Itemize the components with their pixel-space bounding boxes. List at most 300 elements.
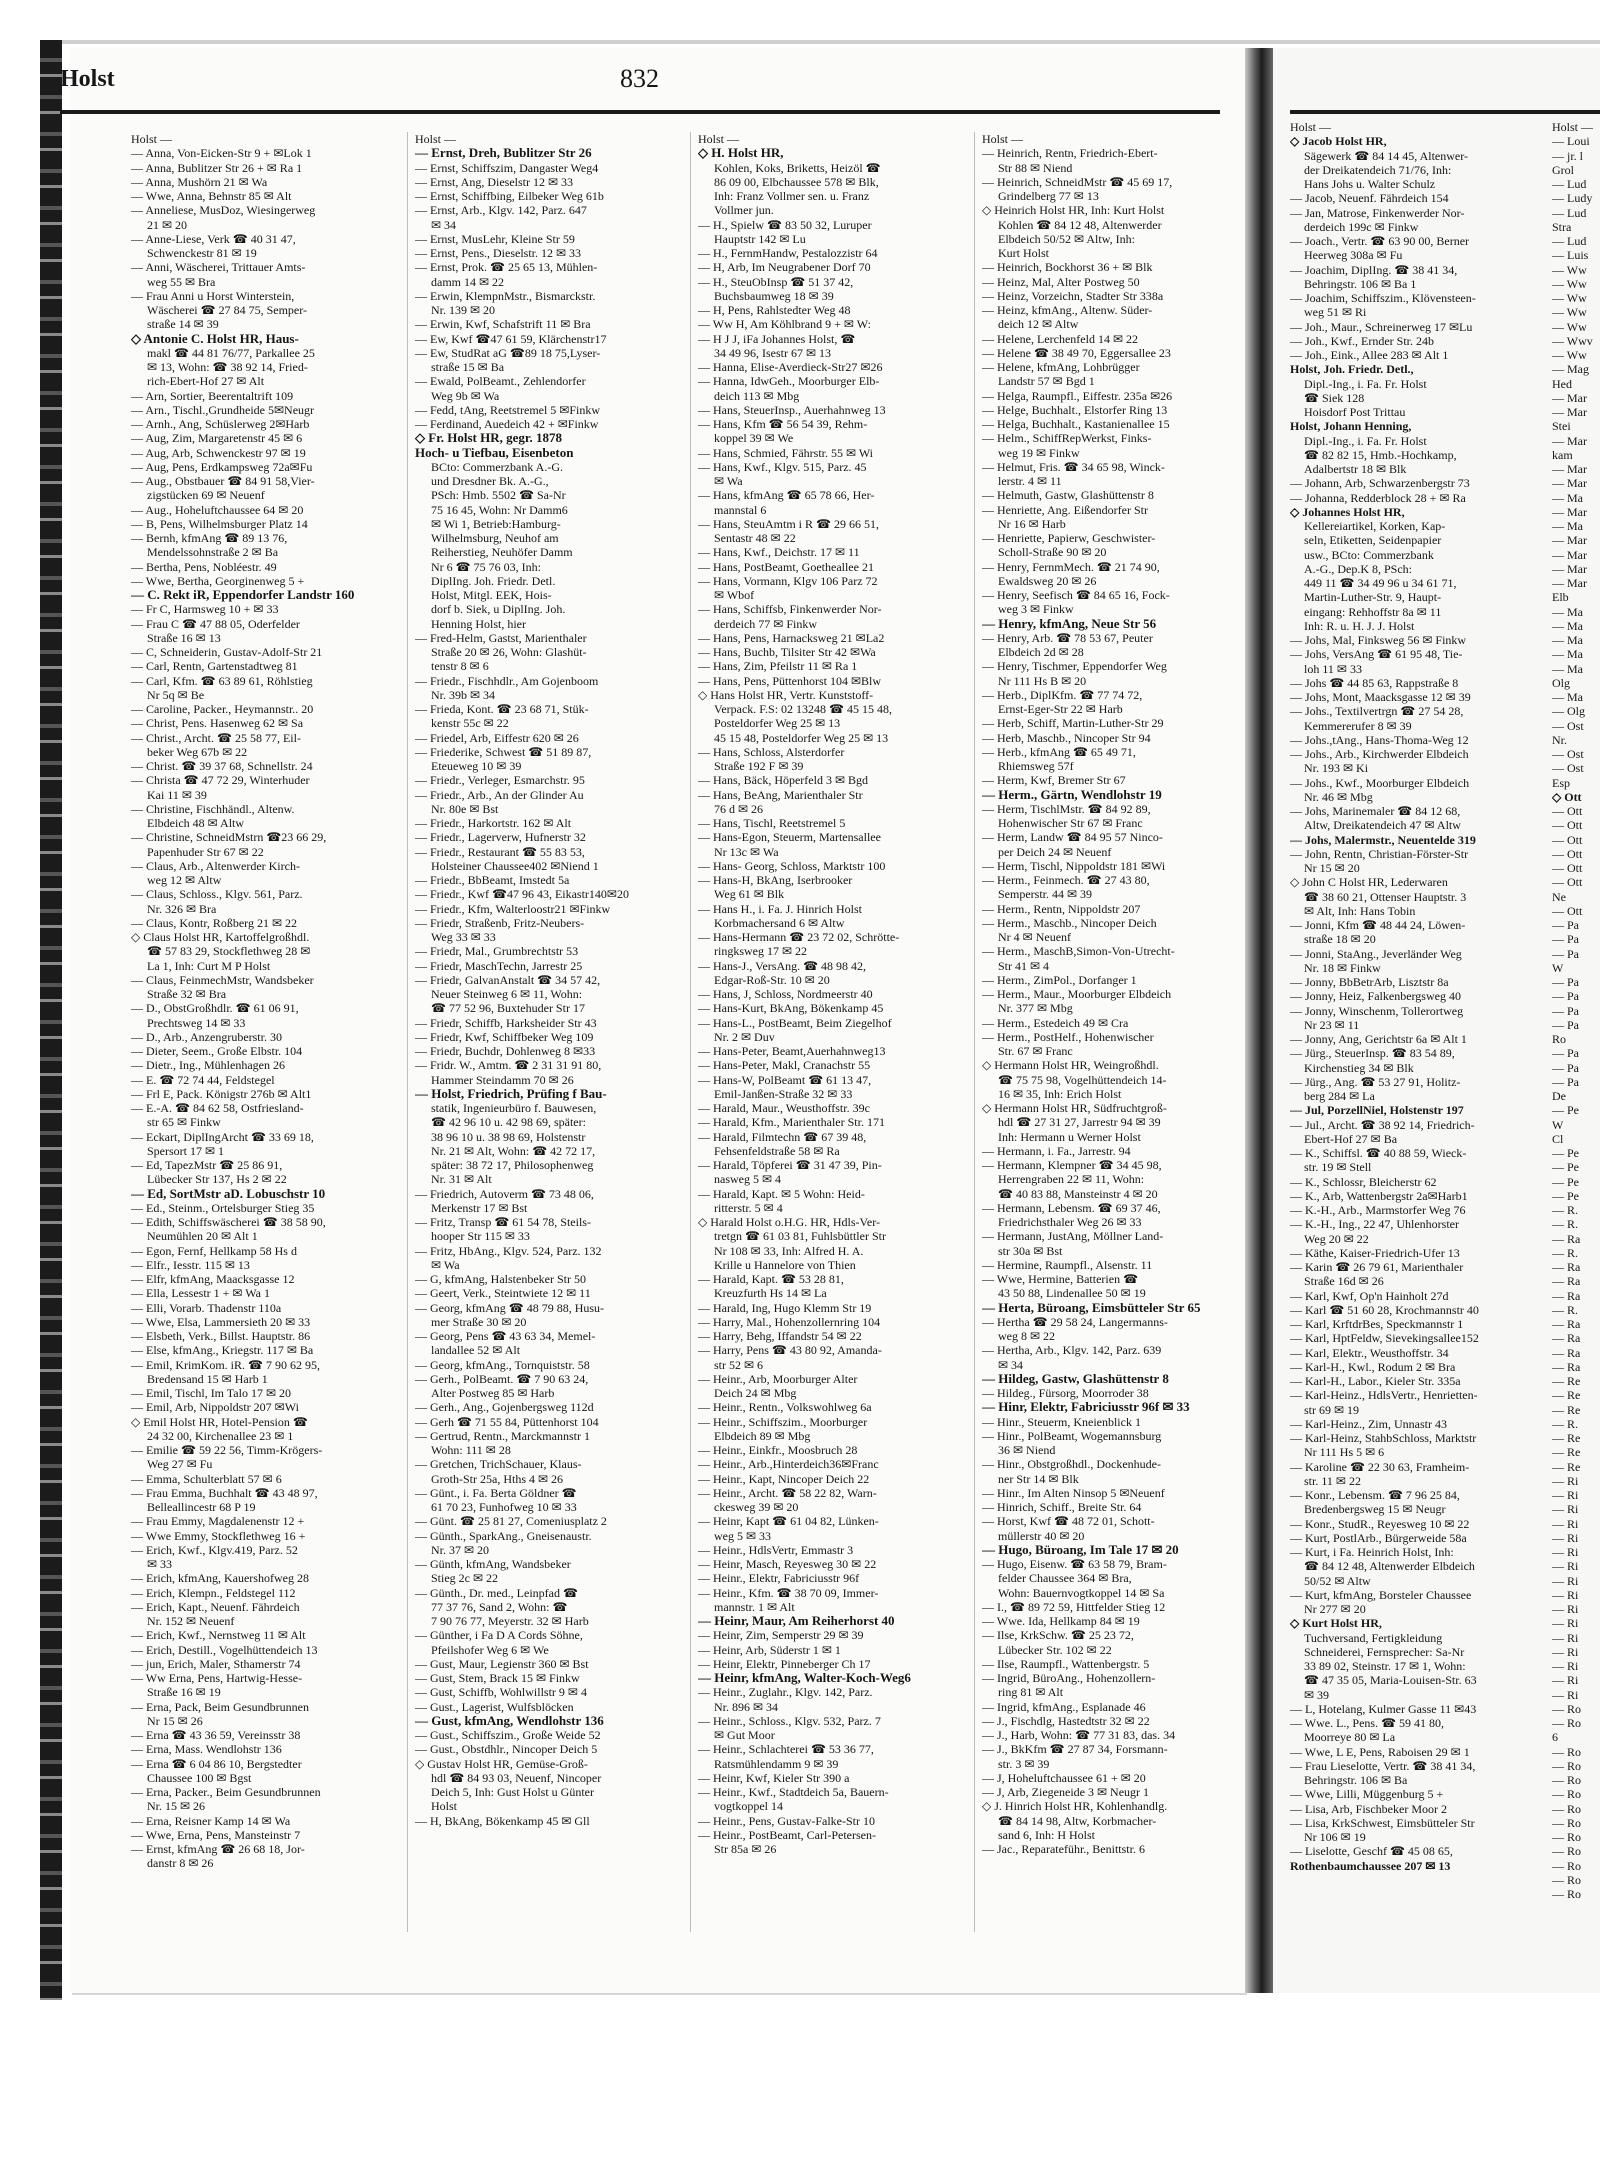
directory-entry-line: — Johs., Textilvertrgn ☎ 27 54 28,: [1290, 704, 1464, 719]
directory-entry-line: Elbdeich 2d ✉ 28: [998, 645, 1084, 659]
directory-entry-line: — Ra: [1552, 1274, 1581, 1289]
directory-entry-line: — Geert, Verk., Steintwiete 12 ✉ 11: [415, 1286, 591, 1301]
directory-entry-line: — Ri: [1552, 1502, 1579, 1517]
directory-entry-line: — Günth., Dr. med., Leinpfad ☎: [415, 1585, 578, 1600]
directory-entry-line: ☎ 40 83 88, Mansteinstr 4 ✉ 20: [998, 1186, 1158, 1201]
directory-entry-line: ✉ 13, Wohn: ☎ 38 92 14, Fried-: [147, 360, 308, 374]
directory-entry-line: — J., Harb, Wohn: ☎ 77 31 83, das. 34: [982, 1728, 1176, 1742]
directory-entry-line: — Pa: [1552, 932, 1579, 947]
directory-entry-line: — Carl, Rentn, Gartenstadtweg 81: [131, 659, 298, 674]
directory-entry-line: — Mar: [1552, 462, 1587, 476]
directory-entry-line: — Hans, Bäck, Höperfeld 3 ✉ Bgd: [698, 773, 869, 788]
directory-entry-line: — Frau Emma, Buchhalt ☎ 43 48 97,: [131, 1485, 318, 1500]
directory-entry-line: — Hinr., Obstgroßhdl., Dockenhude-: [982, 1457, 1161, 1472]
directory-entry-line: ◇ Hermann Holst HR, Weingroßhdl.: [982, 1058, 1159, 1073]
directory-entry-line: — Hermann, JustAng, Möllner Land-: [982, 1229, 1164, 1244]
directory-entry-line: ◇ Emil Holst HR, Hotel-Pension ☎: [131, 1414, 308, 1429]
directory-entry-line: — Pe: [1552, 1188, 1579, 1203]
directory-entry-line: ◇ Antonie C. Holst HR, Haus-: [131, 331, 299, 346]
directory-entry-line: — Karl, Kwf, Op'n Hainholt 27d: [1290, 1288, 1449, 1303]
directory-entry-line: — Frau Anni u Horst Winterstein,: [131, 288, 295, 303]
directory-entry-line: — Ww: [1552, 291, 1587, 305]
directory-entry-line: derdeich 199c ✉ Finkw: [1304, 219, 1419, 234]
directory-entry-line: — J., Fischdlg, Hastedtstr 32 ✉ 22: [982, 1713, 1150, 1728]
directory-entry-line: — Dietr., Ing., Mühlenhagen 26: [131, 1058, 285, 1073]
directory-entry-line: deich 113 ✉ Mbg: [714, 388, 800, 403]
directory-entry-line: — H., Spielw ☎ 83 50 32, Luruper: [698, 217, 872, 232]
directory-entry-line: Kai 11 ✉ 39: [147, 787, 207, 802]
directory-entry-line: Nr. 46 ✉ Mbg: [1304, 789, 1373, 804]
directory-entry-line: Hauptstr 142 ✉ Lu: [714, 231, 806, 246]
directory-entry-line: ✉ 34: [998, 1357, 1024, 1372]
directory-entry-line: — Claus, FeinmechMstr, Wandsbeker: [131, 972, 314, 987]
directory-entry-line: — Ed, TapezMstr ☎ 25 86 91,: [131, 1158, 283, 1172]
directory-entry-line: Str 41 ✉ 4: [998, 958, 1050, 973]
directory-entry-line: — Pe: [1552, 1174, 1579, 1189]
directory-entry-line: — Günth., SparkAng., Gneisenaustr.: [415, 1528, 592, 1543]
directory-entry-line: 16 ✉ 35, Inh: Erich Holst: [998, 1086, 1122, 1101]
directory-entry-line: — Hans, Tischl, Reetstremel 5: [698, 816, 846, 830]
directory-entry-line: — Erwin, Kwf, Schafstrift 11 ✉ Bra: [415, 317, 591, 332]
column-continuation-head: Holst —: [131, 132, 173, 146]
directory-entry-line: Bredenbergsweg 15 ✉ Neugr: [1304, 1502, 1446, 1517]
directory-entry-line: — Herm, Tischl, Nippoldstr 181 ✉Wi: [982, 858, 1166, 873]
directory-entry-line: Weg 61 ✉ Blk: [714, 887, 785, 902]
directory-entry-line: — Ri: [1552, 1545, 1579, 1559]
directory-entry-line: seln, Etiketten, Seidenpapier: [1304, 533, 1442, 548]
directory-entry-line: — Aug, Pens, Erdkampsweg 72a✉Fu: [131, 459, 313, 474]
directory-entry-line: — Heinr., Kapt, Nincoper Deich 22: [698, 1471, 870, 1486]
directory-entry-line: — Fritz, HbAng., Klgv. 524, Parz. 132: [415, 1243, 602, 1258]
directory-entry-line: Sägewerk ☎ 84 14 45, Altenwer-: [1304, 148, 1469, 163]
directory-entry-line: — Wwe, Bertha, Georginenweg 5 +: [131, 573, 305, 588]
directory-entry-line: — Anni, Wäscherei, Trittauer Amts-: [131, 260, 306, 275]
directory-entry-line: Nr 23 ✉ 11: [1304, 1017, 1360, 1032]
directory-entry-line: Spersort 17 ✉ 1: [147, 1143, 225, 1158]
directory-entry-line: — Harald, Kapt. ☎ 53 28 81,: [698, 1272, 844, 1286]
directory-entry-line: — J, Arb, Ziegeneide 3 ✉ Neugr 1: [982, 1785, 1150, 1799]
directory-entry-line: Elbdeich 50/52 ✉ Altw, Inh:: [998, 231, 1135, 246]
directory-entry-line: Nr. 152 ✉ Neuenf: [147, 1614, 235, 1628]
directory-entry-line: — Hans, Pens, Harnacksweg 21 ✉La2: [698, 630, 885, 645]
directory-entry-line: — Lud: [1552, 205, 1587, 220]
directory-entry-line: Mendelssohnstraße 2 ✉ Ba: [147, 545, 279, 560]
directory-entry-line: — Hans, Schiffsb, Finkenwerder Nor-: [698, 602, 882, 617]
directory-entry-line: — Ww H, Am Köhlbrand 9 + ✉ W:: [698, 317, 871, 332]
directory-entry-line: ☎ 84 14 98, Altw, Korbmacher-: [998, 1813, 1157, 1828]
directory-entry-line: ◇ Hans Holst HR, Vertr. Kunststoff-: [698, 687, 874, 702]
directory-entry-line: — Christine, SchneidMstrn ☎23 66 29,: [131, 830, 327, 845]
directory-entry-line: — Jonny, Heiz, Falkenbergsweg 40: [1290, 989, 1461, 1004]
directory-entry-line: — Harry, Pens ☎ 43 80 92, Amanda-: [698, 1343, 882, 1358]
directory-entry-line: — Ott: [1552, 903, 1583, 918]
directory-entry-line: — Erwin, KlempnMstr., Bismarckstr.: [415, 288, 596, 303]
directory-entry-line: — Kurt, i Fa. Heinrich Holst, Inh:: [1290, 1545, 1454, 1559]
directory-entry-line: — Erich, Destill., Vogelhüttendeich 13: [131, 1642, 318, 1657]
directory-entry-line: — Erich, Klempn., Feldstegel 112: [131, 1585, 296, 1600]
directory-entry-line: — Fridr. W., Amtm. ☎ 2 31 31 91 80,: [415, 1058, 602, 1073]
directory-entry-line: — Helmuth, Gastw, Glashüttenstr 8: [982, 488, 1154, 503]
directory-entry-line: 449 11 ☎ 34 49 96 u 34 61 71,: [1304, 576, 1457, 590]
directory-entry-line: — Hans, kfmAng ☎ 65 78 66, Her-: [698, 488, 875, 503]
directory-entry-line: — Hans, Kfm ☎ 56 54 39, Rehm-: [698, 417, 868, 431]
directory-entry-line: — Ro: [1552, 1844, 1582, 1859]
directory-entry-line: — Heinr., Elektr, Fabriciusstr 96f: [698, 1571, 860, 1586]
directory-entry-line: — Ro: [1552, 1815, 1582, 1830]
page-number: 832: [620, 64, 659, 93]
directory-entry-line: — Herb, Schiff, Martin-Luther-Str 29: [982, 716, 1164, 731]
directory-entry-line: 7 90 76 77, Meyerstr. 32 ✉ Harb: [431, 1614, 589, 1628]
directory-entry-line: damm 14 ✉ 22: [431, 274, 505, 289]
directory-entry-line: — Johs, Mont, Maacksgasse 12 ✉ 39: [1290, 690, 1471, 704]
directory-entry-line: — Heinr., Pens, Gustav-Falke-Str 10: [698, 1813, 875, 1828]
directory-entry-line: — Ott: [1552, 875, 1583, 890]
directory-entry-line: Landstr 57 ✉ Bgd 1: [998, 374, 1095, 389]
directory-entry-line: Nr 106 ✉ 19: [1304, 1830, 1366, 1844]
directory-entry-line: Nr 111 Hs 5 ✉ 6: [1304, 1445, 1385, 1460]
directory-entry-line: — Ilse, Raumpfl., Wattenbergstr. 5: [982, 1656, 1150, 1671]
directory-entry-line: — Emil, KrimKom. iR. ☎ 7 90 62 95,: [131, 1357, 320, 1372]
directory-entry-line: — Ost: [1552, 761, 1584, 776]
directory-entry-line: Nr. 31 ✉ Alt: [431, 1172, 492, 1187]
directory-entry-line: — Hans- Georg, Schloss, Marktstr 100: [698, 858, 886, 873]
directory-entry-line: — K., Schlossr, Bleicherstr 62: [1290, 1174, 1437, 1189]
directory-entry-line: — Ri: [1552, 1687, 1579, 1702]
directory-entry-line: — Ott: [1552, 804, 1583, 818]
directory-entry-line: ◇ H. Holst HR,: [698, 146, 784, 161]
directory-entry-line: — E.-A. ☎ 84 62 58, Ostfriesland-: [131, 1101, 304, 1115]
directory-entry-line: — Wwe, Erna, Pens, Mansteinstr 7: [131, 1827, 301, 1842]
directory-entry-line: — Fedd, tAng, Reetstremel 5 ✉Finkw: [415, 402, 601, 417]
directory-entry-line: Straße 32 ✉ Bra: [147, 987, 227, 1001]
directory-entry-line: Nr 111 Hs B ✉ 20: [998, 673, 1087, 688]
directory-entry-line: — Ott: [1552, 818, 1583, 833]
directory-entry-line: 50/52 ✉ Altw: [1304, 1573, 1371, 1588]
directory-entry-line: dorf b. Siek, u DiplIng. Joh.: [431, 602, 566, 617]
directory-entry-line: landallee 52 ✉ Alt: [431, 1343, 521, 1358]
directory-entry-line: — Friedr, Mal., Grumbrechtstr 53: [415, 944, 579, 959]
directory-entry-line: — Ingrid, BüroAng., Hohenzollern-: [982, 1671, 1156, 1685]
directory-entry-line: — Carl, Kfm. ☎ 63 89 61, Röhlstieg: [131, 673, 313, 688]
directory-entry-line: Deich 24 ✉ Mbg: [714, 1386, 797, 1400]
column-divider: [407, 132, 408, 1932]
column-continuation-head: Holst —: [415, 132, 457, 146]
directory-entry-line: — Ro: [1552, 1773, 1582, 1787]
directory-entry-line: — Anna, Bublitzer Str 26 + ✉ Ra 1: [131, 160, 303, 175]
directory-entry-line: 86 09 00, Elbchaussee 578 ✉ Blk,: [714, 174, 879, 189]
directory-entry-line: Str 88 ✉ Niend: [998, 160, 1073, 175]
directory-entry-line: und Dresdner Bk. A.-G.,: [431, 474, 549, 488]
directory-entry-line: — Arn, Sortier, Beerentaltrift 109: [131, 388, 294, 403]
column-continuation-head: Holst —: [1290, 120, 1332, 134]
directory-entry-line: — Friedr., Harkortstr. 162 ✉ Alt: [415, 816, 572, 830]
directory-entry-line: mannstal 6: [714, 502, 767, 517]
directory-entry-line: Olg: [1552, 675, 1570, 690]
column-divider: [974, 132, 975, 1932]
book-spine-edge: [40, 40, 62, 2000]
directory-entry-line: — Johanna, Redderblock 28 + ✉ Ra: [1290, 490, 1466, 505]
directory-entry-line: — Emil, Arb, Nippoldstr 207 ✉Wi: [131, 1400, 299, 1415]
directory-entry-line: Nr 277 ✉ 20: [1304, 1602, 1366, 1616]
directory-entry-line: — Ella, Lessestr 1 + ✉ Wa 1: [131, 1286, 270, 1301]
directory-entry-line: — Heinr., Rentn., Volkswohlweg 6a: [698, 1400, 872, 1415]
directory-entry-line: — Harald, Töpferei ☎ 31 47 39, Pin-: [698, 1158, 882, 1172]
directory-entry-line: Krille u Hannelore von Thien: [714, 1257, 856, 1272]
directory-entry-line: — C, Schneiderin, Gustav-Adolf-Str 21: [131, 645, 323, 659]
directory-entry-line: — Anne-Liese, Verk ☎ 40 31 47,: [131, 231, 296, 246]
directory-entry-line: ner Str 14 ✉ Blk: [998, 1471, 1079, 1486]
directory-entry-line: — Heinr, Kapt ☎ 61 04 82, Lünken-: [698, 1514, 879, 1529]
directory-entry-line: ✉ Wi 1, Betrieb:Hamburg-: [431, 516, 561, 531]
directory-entry-line: — Hermine, Raumpfl., Alsenstr. 11: [982, 1257, 1153, 1272]
directory-entry-line: ✉ Wa: [431, 1257, 460, 1272]
directory-entry-line: Nr. 80e ✉ Bst: [431, 801, 499, 816]
directory-entry-line: lerstr. 4 ✉ 11: [998, 474, 1062, 488]
directory-entry-line: — Hans, PostBeamt, Goetheallee 21: [698, 559, 874, 574]
directory-entry-line: W: [1552, 1117, 1564, 1132]
directory-entry-line: — jr. l: [1552, 148, 1584, 163]
directory-entry-line: Str 85a ✉ 26: [714, 1842, 777, 1856]
directory-entry-line: — L, Hotelang, Kulmer Gasse 11 ✉43: [1290, 1701, 1477, 1716]
directory-entry-line: — Friedr, GalvanAnstalt ☎ 34 57 42,: [415, 972, 601, 987]
directory-entry-line: — Hans, Schmied, Fährstr. 55 ✉ Wi: [698, 445, 874, 460]
directory-entry-line: — Ernst, Arb., Klgv. 142, Parz. 647: [415, 203, 587, 218]
directory-entry-line: — Helm., SchiffRepWerkst, Finks-: [982, 431, 1152, 446]
directory-entry-line: — Anna, Von-Eicken-Str 9 + ✉Lok 1: [131, 146, 312, 161]
directory-entry-line: Straße 16 ✉ 13: [147, 630, 221, 645]
directory-entry-line: — Heinr., Zuglahr., Klgv. 142, Parz.: [698, 1685, 873, 1700]
directory-entry-line: Behringstr. 106 ✉ Ba: [1304, 1773, 1408, 1787]
directory-entry-line: — Ma: [1552, 490, 1583, 505]
directory-entry-line: ◇ Gustav Holst HR, Gemüse-Groß-: [415, 1756, 588, 1771]
directory-entry-line: müllerstr 40 ✉ 20: [998, 1528, 1085, 1543]
directory-entry-line: — Friedr, Buchdr, Dohlenweg 8 ✉33: [415, 1044, 596, 1058]
directory-entry-line: — Mar: [1552, 547, 1587, 562]
directory-entry-line: Edgar-Roß-Str. 10 ✉ 20: [714, 972, 830, 987]
directory-entry-line: — Ra: [1552, 1260, 1581, 1274]
directory-entry-line: — Hugo, Büroang, Im Tale 17 ✉ 20: [982, 1542, 1179, 1557]
directory-entry-line: — Henry, Seefisch ☎ 84 65 16, Fock-: [982, 588, 1170, 602]
directory-entry-line: usw., BCto: Commerzbank: [1304, 547, 1434, 562]
directory-entry-line: — Johs, Marinemaler ☎ 84 12 68,: [1290, 804, 1461, 818]
directory-entry-line: — I., ☎ 89 72 59, Hittfelder Stieg 12: [982, 1599, 1166, 1614]
directory-entry-line: — Karoline ☎ 22 30 63, Framheim-: [1290, 1459, 1470, 1474]
directory-entry-line: deich 12 ✉ Altw: [998, 317, 1079, 332]
directory-entry-line: — Herm., Rentn, Nippoldstr 207: [982, 901, 1141, 916]
directory-entry-line: — Claus, Schloss., Klgv. 561, Parz.: [131, 887, 303, 902]
directory-entry-line: ✉ Wa: [714, 474, 743, 488]
directory-entry-line: — Ro: [1552, 1744, 1582, 1759]
directory-entry-line: Nr 6 ☎ 75 76 03, Inh:: [431, 559, 541, 574]
directory-entry-line: Grindelberg 77 ✉ 13: [998, 189, 1099, 203]
directory-entry-line: — B, Pens, Wilhelmsburger Platz 14: [131, 516, 308, 531]
directory-entry-line: — Gust., Lagerist, Wulfsblöcken: [415, 1699, 574, 1714]
directory-entry-line: — Hinr., Im Alten Ninsop 5 ✉Neuenf: [982, 1485, 1165, 1500]
directory-entry-line: — R.: [1552, 1203, 1579, 1217]
directory-entry-line: — Hans, Pens, Püttenhorst 104 ✉Blw: [698, 673, 882, 688]
directory-entry-line: Nr 5q ✉ Be: [147, 687, 205, 702]
directory-entry-line: Verpack. F.S: 02 13248 ☎ 45 15 48,: [714, 702, 892, 716]
directory-entry-line: mer Straße 30 ✉ 20: [431, 1314, 527, 1329]
directory-entry-line: — Joach., Vertr. ☎ 63 90 00, Berner: [1290, 234, 1470, 248]
directory-entry-line: ☎ 57 83 29, Stockflethweg 28 ✉: [147, 944, 311, 959]
directory-entry-line: — Caroline, Packer., Heymannstr.. 20: [131, 702, 314, 716]
directory-entry-line: — G, kfmAng, Halstenbeker Str 50: [415, 1272, 586, 1286]
directory-entry-line: — K., Schiffsl. ☎ 40 88 59, Wieck-: [1290, 1146, 1467, 1160]
directory-entry-line: — John, Rentn, Christian-Förster-Str: [1290, 846, 1469, 861]
directory-entry-line: Deich 5, Inh: Gust Holst u Günter: [431, 1785, 594, 1799]
directory-entry-line: — Re: [1552, 1459, 1581, 1474]
directory-entry-line: Grol: [1552, 162, 1574, 177]
directory-entry-line: BCto: Commerzbank A.-G.: [431, 459, 563, 474]
directory-entry-line: — Günt., i. Fa. Berta Göldner ☎: [415, 1485, 577, 1500]
directory-entry-line: — Joh., Kwf., Ernder Str. 24b: [1290, 333, 1434, 348]
directory-entry-line: — Egon, Fernf, Hellkamp 58 Hs d: [131, 1243, 297, 1258]
directory-entry-line: 43 50 88, Lindenallee 50 ✉ 19: [998, 1286, 1146, 1301]
directory-entry-line: — Friedr., Lagerverw, Hufnerstr 32: [415, 830, 586, 845]
directory-entry-line: ☎ 77 52 96, Buxtehuder Str 17: [431, 1001, 585, 1016]
directory-entry-line: — Pa: [1552, 975, 1579, 989]
directory-entry-line: ◇ Heinrich Holst HR, Inh: Kurt Holst: [982, 203, 1165, 218]
directory-entry-line: — Hans-L., PostBeamt, Beim Ziegelhof: [698, 1015, 892, 1030]
directory-entry-line: — Ri: [1552, 1616, 1579, 1631]
directory-entry-line: — Heinr, Maur, Am Reiherhorst 40: [698, 1614, 895, 1628]
directory-entry-line: — H., SteuObInsp ☎ 51 37 42,: [698, 274, 854, 289]
directory-entry-line: — Holst, Friedrich, Prüfing f Bau-: [415, 1086, 607, 1101]
directory-entry-line: — Karin ☎ 26 79 61, Marienthaler: [1290, 1260, 1464, 1274]
directory-entry-line: — Günther, i Fa D A Cords Söhne,: [415, 1628, 583, 1643]
directory-entry-line: — Heinr., Arb.,Hinterdeich36✉Franc: [698, 1457, 879, 1472]
directory-entry-line: — J., BkKfm ☎ 27 87 34, Forsmann-: [982, 1742, 1168, 1757]
directory-entry-line: — Helmut, Fris. ☎ 34 65 98, Winck-: [982, 459, 1165, 474]
directory-entry-line: Merkenstr 17 ✉ Bst: [431, 1200, 528, 1215]
directory-entry-line: — Friedr, Kwf, Schiffbeker Weg 109: [415, 1029, 594, 1044]
directory-entry-line: Holsteiner Chaussee402 ✉Niend 1: [431, 858, 599, 873]
directory-entry-line: — Heinr, Kwf, Kieler Str 390 a: [698, 1770, 850, 1785]
directory-entry-line: — Henriette, Papierw, Geschwister-: [982, 531, 1156, 545]
column-continuation-head: Holst —: [1552, 120, 1594, 134]
directory-entry-line: — Wwe, Hermine, Batterien ☎: [982, 1272, 1139, 1286]
directory-entry-line: ◇ Jacob Holst HR,: [1290, 134, 1387, 149]
directory-entry-line: — Johs ☎ 44 85 63, Rappstraße 8: [1290, 675, 1459, 690]
directory-entry-line: 38 96 10 u. 38 98 69, Holstenstr: [431, 1129, 586, 1144]
directory-entry-line: Kohlen, Koks, Briketts, Heizöl ☎: [714, 160, 881, 175]
directory-entry-line: Nr. 21 ✉ Alt, Wohn: ☎ 42 72 17,: [431, 1143, 596, 1158]
directory-entry-line: — Friedr, Schiffb, Harksheider Str 43: [415, 1015, 597, 1030]
directory-entry-line: str. 19 ✉ Stell: [1304, 1160, 1372, 1175]
directory-entry-line: — Friedr., Fischhdlr., Am Gojenboom: [415, 673, 599, 688]
directory-entry-line: statik, Ingenieurbüro f. Bauwesen,: [431, 1101, 597, 1115]
directory-entry-line: hooper Str 115 ✉ 33: [431, 1229, 530, 1244]
directory-entry-line: — Ww: [1552, 319, 1587, 334]
directory-entry-line: — Erich, kfmAng, Kauershofweg 28: [131, 1571, 309, 1586]
directory-entry-line: str. 3 ✉ 39: [998, 1756, 1050, 1771]
directory-entry-line: — Hildeg, Gastw, Glashüttenstr 8: [982, 1371, 1169, 1386]
directory-entry-line: Lübecker Str. 102 ✉ 22: [998, 1642, 1112, 1657]
directory-entry-line: — Ernst, kfmAng ☎ 26 68 18, Jor-: [131, 1842, 305, 1856]
directory-entry-line: — Mar: [1552, 390, 1587, 405]
directory-entry-line: sand 6, Inh: H Holst: [998, 1827, 1095, 1842]
directory-entry-line: — Emil, Tischl, Im Talo 17 ✉ 20: [131, 1386, 292, 1400]
directory-entry-line: beker Weg 67b ✉ 22: [147, 744, 248, 759]
directory-entry-line: — Karl-H., Kwl., Rodum 2 ✉ Bra: [1290, 1359, 1456, 1374]
directory-entry-line: Dipl.-Ing., i. Fa. Fr. Holst: [1304, 433, 1427, 448]
directory-entry-line: — Ro: [1552, 1872, 1582, 1887]
directory-entry-line: — Hans, Buchb, Tilsiter Str 42 ✉Wa: [698, 645, 876, 659]
directory-entry-line: Inh: Hermann u Werner Holst: [998, 1129, 1141, 1144]
directory-entry-line: Eteueweg 10 ✉ 39: [431, 759, 522, 773]
directory-entry-line: — Helga, Buchhalt., Kastanienallee 15: [982, 417, 1170, 431]
directory-entry-line: ☎ 82 82 15, Hmb.-Hochkamp,: [1304, 447, 1457, 462]
directory-entry-line: — Jonni, StaAng., Jeverländer Weg: [1290, 946, 1462, 961]
directory-entry-line: Nr 4 ✉ Neuenf: [998, 930, 1072, 944]
directory-entry-line: — Herta, Büroang, Eimsbütteler Str 65: [982, 1300, 1201, 1315]
directory-entry-line: Inh: Franz Vollmer sen. u. Franz: [714, 189, 870, 203]
directory-entry-line: — Pe: [1552, 1146, 1579, 1160]
directory-entry-line: — Herb., DiplKfm. ☎ 77 74 72,: [982, 687, 1143, 702]
directory-entry-line: — Bernh, kfmAng ☎ 89 13 76,: [131, 531, 288, 545]
directory-entry-line: weg 19 ✉ Finkw: [998, 445, 1080, 460]
directory-entry-line: — Claus, Arb., Altenwerder Kirch-: [131, 858, 300, 873]
next-page-column-2: [1552, 120, 1600, 1920]
directory-entry-line: straße 14 ✉ 39: [147, 317, 219, 332]
directory-entry-line: — Henry, kfmAng, Neue Str 56: [982, 616, 1157, 631]
directory-entry-line: Semperstr. 44 ✉ 39: [998, 887, 1093, 902]
directory-entry-line: — Johs.,tAng., Hans-Thoma-Weg 12: [1290, 732, 1469, 747]
directory-entry-line: — Ra: [1552, 1288, 1581, 1303]
directory-entry-line: Nr. 139 ✉ 20: [431, 303, 496, 317]
directory-entry-line: — Hermann, Klempner ☎ 34 45 98,: [982, 1158, 1162, 1172]
directory-entry-line: — Ewald, PolBeamt., Zehlendorfer: [415, 374, 586, 389]
directory-entry-line: — Herm, Landw ☎ 84 95 57 Ninco-: [982, 830, 1163, 845]
directory-entry-line: — R.: [1552, 1217, 1579, 1232]
directory-entry-line: — Hans-J., VersAng. ☎ 48 98 42,: [698, 958, 867, 973]
directory-entry-line: — Gerh., PolBeamt. ☎ 7 90 63 24,: [415, 1371, 589, 1386]
directory-entry-line: Nr. 15 ✉ 26: [147, 1799, 206, 1814]
directory-entry-line: — Herm, Kwf, Bremer Str 67: [982, 773, 1126, 788]
directory-entry-line: ☎ Siek 128: [1304, 390, 1365, 405]
directory-entry-line: — Ernst, MusLehr, Kleine Str 59: [415, 231, 575, 246]
directory-entry-line: — Wwe. L., Pens. ☎ 59 41 80,: [1290, 1716, 1445, 1730]
directory-entry-line: — Hanna, IdwGeh., Moorburger Elb-: [698, 374, 880, 389]
directory-entry-line: — Luis: [1552, 248, 1589, 263]
directory-entry-line: — Heinr., Kwf., Stadtdeich 5a, Bauern-: [698, 1785, 889, 1799]
directory-entry-line: — Gust., Obstdhlr., Nincoper Deich 5: [415, 1742, 598, 1757]
directory-entry-line: — Jac., Reparateführ., Benittstr. 6: [982, 1842, 1145, 1856]
directory-entry-line: Neumühlen 20 ✉ Alt 1: [147, 1229, 258, 1244]
directory-entry-line: — Herm., Gärtn, Wendlohstr 19: [982, 787, 1162, 802]
directory-entry-line: — Mar: [1552, 476, 1587, 491]
directory-entry-line: Weg 27 ✉ Fu: [147, 1457, 213, 1472]
directory-entry-line: — Hans-Egon, Steuerm, Martensallee: [698, 830, 881, 845]
directory-entry-line: — Jürg., SteuerInsp. ☎ 83 54 89,: [1290, 1046, 1455, 1061]
directory-entry-line: ◇ Claus Holst HR, Kartoffelgroßhdl.: [131, 930, 310, 944]
directory-entry-line: kenstr 55c ✉ 22: [431, 716, 509, 731]
directory-entry-line: — Heinr., Einkfr., Moosbruch 28: [698, 1443, 858, 1457]
directory-entry-line: — Heinr, Zim, Semperstr 29 ✉ 39: [698, 1628, 864, 1643]
directory-entry-line: — Ernst, Schiffszim, Dangaster Weg4: [415, 160, 599, 175]
directory-entry-line: Scholl-Straße 90 ✉ 20: [998, 545, 1107, 560]
directory-entry-line: ritterstr. 5 ✉ 4: [714, 1200, 783, 1215]
directory-entry-line: Nr. 193 ✉ Ki: [1304, 761, 1369, 776]
directory-entry-line: — Johann, Arb, Schwarzenbergstr 73: [1290, 476, 1470, 491]
directory-entry-line: — Harry, Behg, Iffandstr 54 ✉ 22: [698, 1329, 862, 1343]
next-page-header-rule: [1290, 110, 1600, 114]
directory-entry-line: — Arn., Tischl.,Grundheide 5✉Neugr: [131, 402, 315, 417]
directory-entry-line: — H, Arb, Im Neugrabener Dorf 70: [698, 260, 871, 275]
directory-entry-line: — Elfr., Iesstr. 115 ✉ 13: [131, 1257, 250, 1272]
directory-entry-line: straße 18 ✉ 20: [1304, 932, 1376, 947]
